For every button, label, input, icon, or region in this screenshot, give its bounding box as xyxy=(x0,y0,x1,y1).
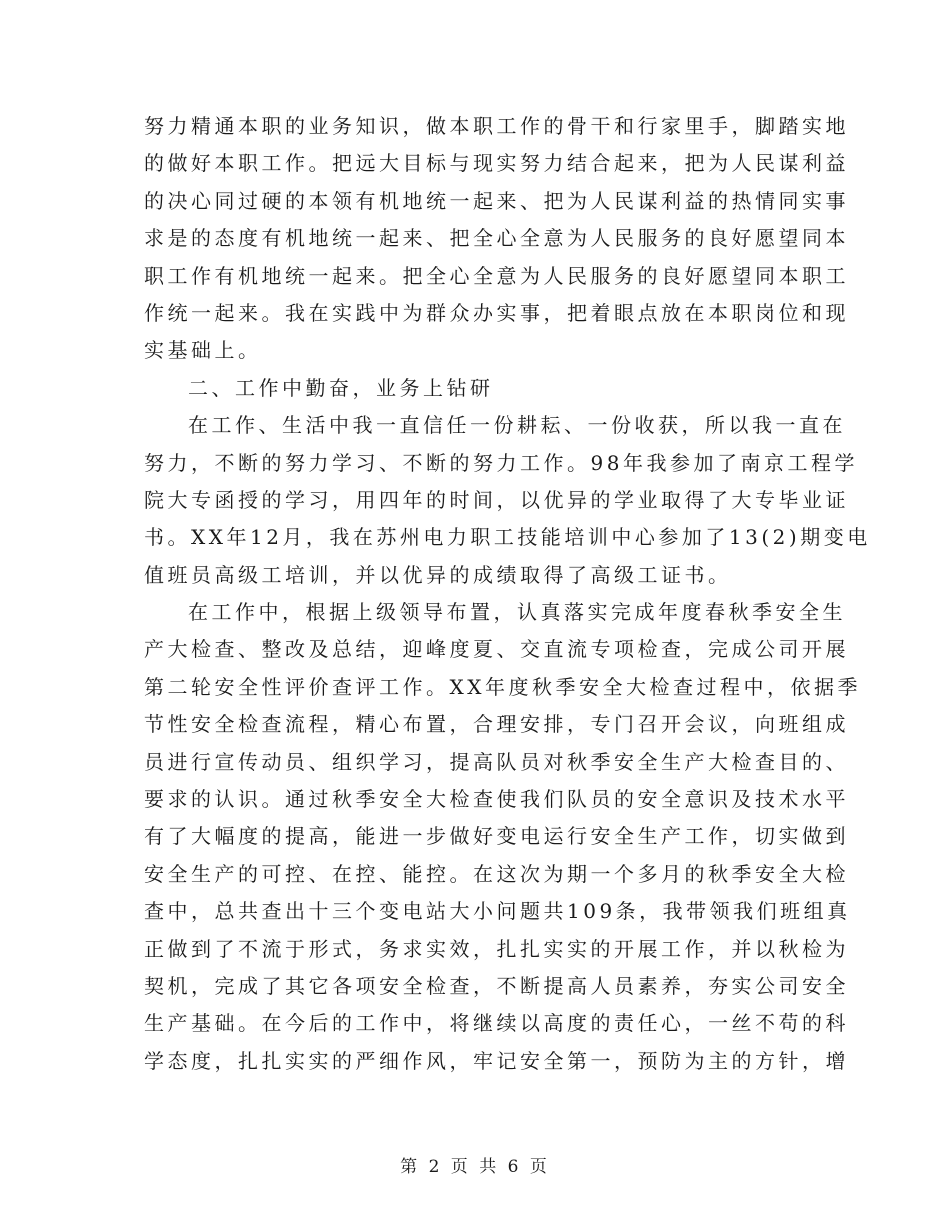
paragraph-first-line: 在工作中，根据上级领导布置，认真落实完成年度春秋季安全生 xyxy=(188,600,846,625)
paragraph-first-line: 二、工作中勤奋，业务上钻研 xyxy=(188,375,494,400)
text-line: 实基础上。 xyxy=(144,338,262,363)
page-footer: 第 2 页 共 6 页 xyxy=(400,1157,550,1177)
text-line: 作统一起来。我在实践中为群众办实事，把着眼点放在本职岗位和现 xyxy=(144,300,849,325)
text-line: 查中，总共查出十三个变电站大小问题共109条，我带领我们班组真 xyxy=(144,899,851,924)
text-line: 值班员高级工培训，并以优异的成绩取得了高级工证书。 xyxy=(144,562,732,587)
text-line: 有了大幅度的提高，能进一步做好变电运行安全生产工作，切实做到 xyxy=(144,824,849,849)
text-line: 契机，完成了其它各项安全检查，不断提高人员素养，夯实公司安全 xyxy=(144,973,849,998)
text-line: 正做到了不流于形式，务求实效，扎扎实实的开展工作，并以秋检为 xyxy=(144,936,849,961)
document-body xyxy=(144,108,871,1080)
text-line: 节性安全检查流程，精心布置，合理安排，专门召开会议，向班组成 xyxy=(144,712,849,737)
text-line: 书。XX年12月，我在苏州电力职工技能培训中心参加了13(2)期变电 xyxy=(144,525,871,550)
text-line: 学态度，扎扎实实的严细作风，牢记安全第一，预防为主的方针，增 xyxy=(144,1048,849,1073)
text-line: 员进行宣传动员、组织学习，提高队员对秋季安全生产大检查目的、 xyxy=(144,749,849,774)
text-line: 努力精通本职的业务知识，做本职工作的骨干和行家里手，脚踏实地 xyxy=(144,114,849,138)
text-line: 职工作有机地统一起来。把全心全意为人民服务的良好愿望同本职工 xyxy=(144,263,849,288)
text-line: 的做好本职工作。把远大目标与现实努力结合起来，把为人民谋利益 xyxy=(144,151,849,176)
text-line: 求是的态度有机地统一起来、把全心全意为人民服务的良好愿望同本 xyxy=(144,226,849,251)
text-line: 要求的认识。通过秋季安全大检查使我们队员的安全意识及技术水平 xyxy=(144,787,849,812)
text-line: 第二轮安全性评价查评工作。XX年度秋季安全大检查过程中，依据季 xyxy=(144,674,861,699)
text-line: 的决心同过硬的本领有机地统一起来、把为人民谋利益的热情同实事 xyxy=(144,188,849,213)
text-line: 生产基础。在今后的工作中，将继续以高度的责任心，一丝不苟的科 xyxy=(144,1011,849,1036)
text-line: 努力，不断的努力学习、不断的努力工作。98年我参加了南京工程学 xyxy=(144,450,858,475)
text-line: 产大检查、整改及总结，迎峰度夏、交直流专项检查，完成公司开展 xyxy=(144,637,849,662)
text-line: 院大专函授的学习，用四年的时间，以优异的学业取得了大专毕业证 xyxy=(144,487,849,512)
paragraph-first-line: 在工作、生活中我一直信任一份耕耘、一份收获，所以我一直在 xyxy=(188,413,846,438)
text-line: 安全生产的可控、在控、能控。在这次为期一个多月的秋季安全大检 xyxy=(144,861,849,886)
